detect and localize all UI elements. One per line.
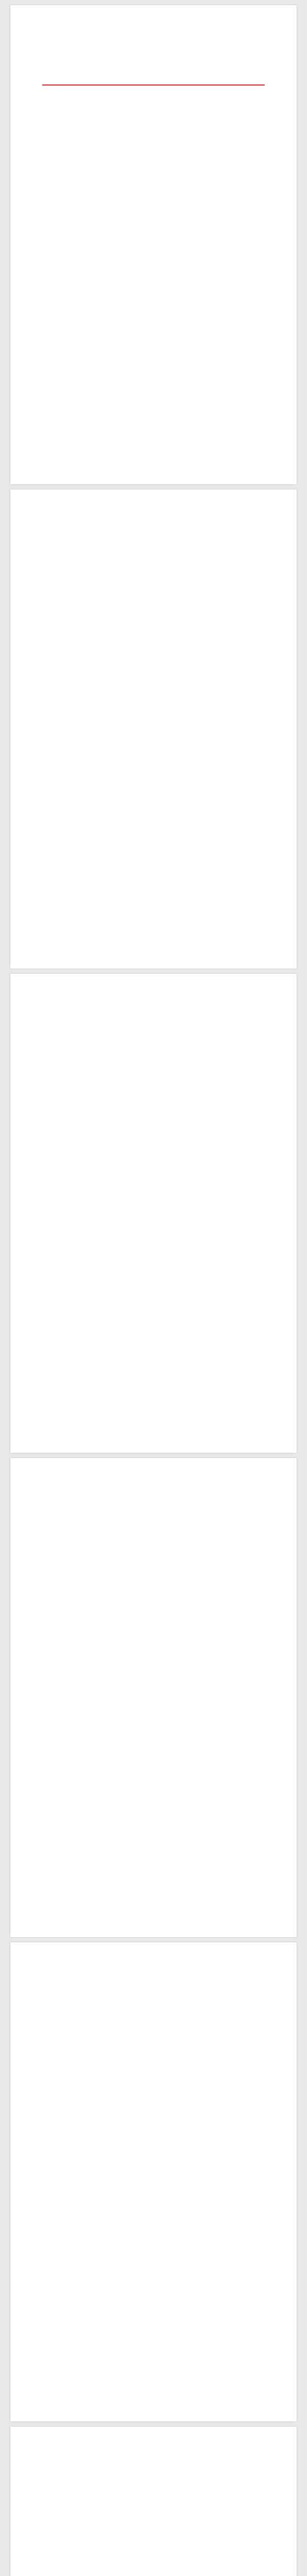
document-title <box>42 96 265 116</box>
document-page-4 <box>10 1458 297 1937</box>
document-page-3 <box>10 974 297 1453</box>
document-number <box>42 75 265 81</box>
document-page-2 <box>10 489 297 969</box>
document-page-1 <box>10 5 297 484</box>
document-page-6 <box>10 2427 297 2576</box>
document-page-5 <box>10 1942 297 2421</box>
masthead-red-rule <box>42 84 265 86</box>
document-masthead <box>42 36 265 71</box>
